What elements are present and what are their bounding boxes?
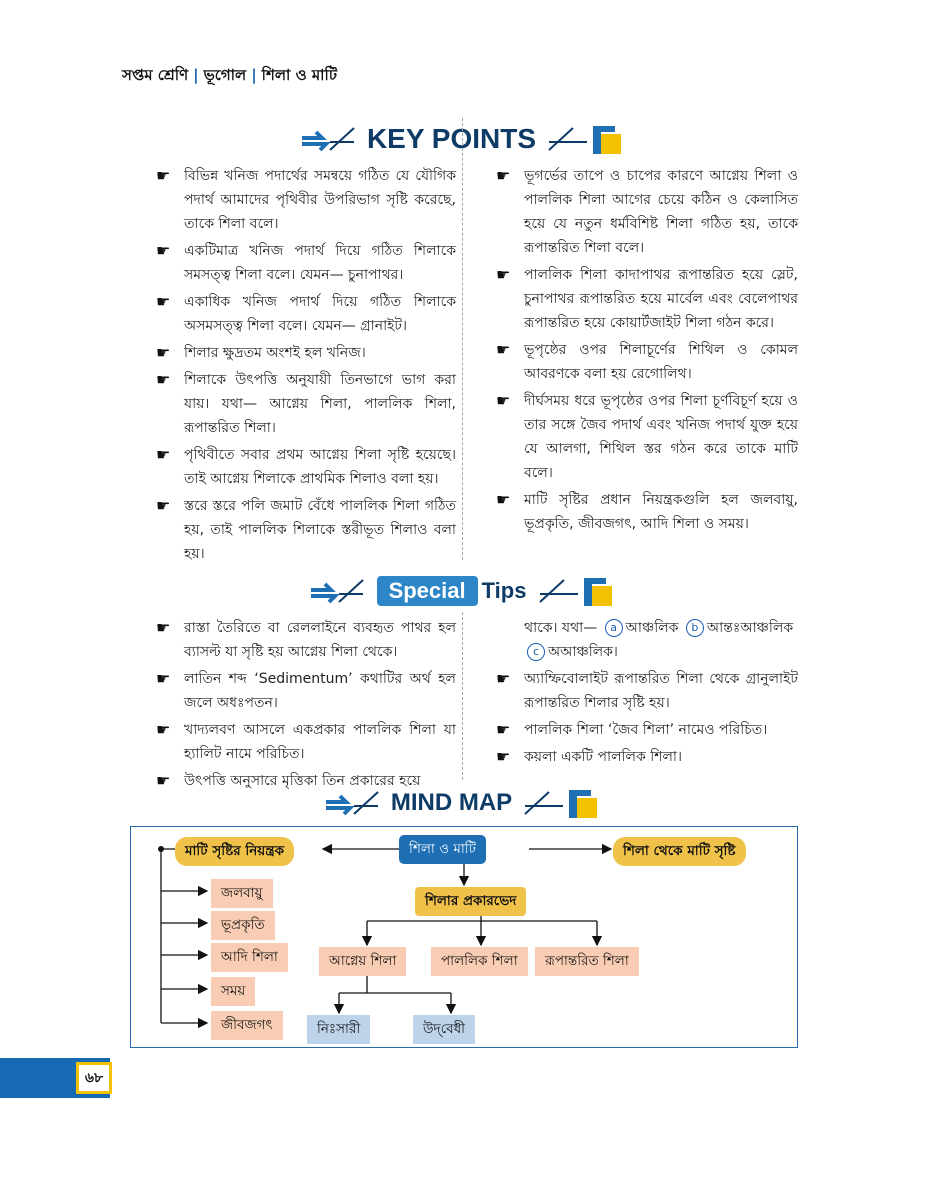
pointing-hand-icon: ☛ xyxy=(156,618,171,637)
list-item: ☛ পাললিক শিলা কাদাপাথর রূপান্তরিত হয়ে স্লেট, চুনাপাথর রূপান্তরিত হয়ে মার্বেল এবং বেলেপাথর রূপান্তরিত হয়ে কোয়ার্টজাইট শিলা গঠন করে। xyxy=(496,265,798,331)
list-item: ☛ বিভিন্ন খনিজ পদার্থের সমন্বয়ে গঠিত যে যৌগিক পদার্থ আমাদের পৃথিবীর উপরিভাগ সৃষ্টি করেছে, তাকে শিলা বলে। xyxy=(156,166,456,232)
tips-word: Tips xyxy=(481,578,527,603)
pointing-hand-icon: ☛ xyxy=(156,771,171,790)
pointing-hand-icon: ☛ xyxy=(496,747,511,766)
folder-lines-icon xyxy=(523,786,601,820)
header-separator: | xyxy=(251,66,257,84)
pointing-hand-icon: ☛ xyxy=(156,343,171,362)
control-node: জীবজগৎ xyxy=(211,1011,283,1040)
key-points-title: KEY POINTS xyxy=(366,123,537,154)
list-item: ☛ উৎপত্তি অনুসারে মৃত্তিকা তিন প্রকারের হয়ে xyxy=(156,769,456,793)
igneous-sub-node: নিঃসারী xyxy=(307,1015,370,1044)
pointing-hand-icon: ☛ xyxy=(496,340,511,359)
page-number-tab xyxy=(0,1058,110,1098)
mind-map-title: MIND MAP xyxy=(390,789,513,816)
pointing-hand-icon: ☛ xyxy=(156,241,171,260)
tips-continuation: থাকে। যথা— a আঞ্চলিক b আন্তঃআঞ্চলিক c অআঞ্চলিক। xyxy=(524,620,794,660)
list-item: ☛ রাস্তা তৈরিতে বা রেললাইনে ব্যবহৃত পাথর হল ব্যাসল্ট যা সৃষ্টি হয় আগ্নেয় শিলা থেকে। xyxy=(156,618,456,660)
special-badge: Special xyxy=(377,576,478,606)
pointing-hand-icon: ☛ xyxy=(156,496,171,515)
root-node: শিলা ও মাটি xyxy=(399,835,486,864)
special-tips-left xyxy=(156,616,456,796)
list-item: ☛ কয়লা একটি পাললিক শিলা। xyxy=(496,745,798,769)
pointing-hand-icon: ☛ xyxy=(496,490,511,509)
arrow-lines-icon xyxy=(324,788,380,818)
rock-type-node: আগ্নেয় শিলা xyxy=(319,947,406,976)
mark-c: c xyxy=(527,643,545,661)
list-item: ☛ শিলাকে উৎপত্তি অনুযায়ী তিনভাগে ভাগ করা যায়। যথা— আগ্নেয় শিলা, পাললিক শিলা, রূপান্তরিত শিলা। xyxy=(156,370,456,436)
pointing-hand-icon: ☛ xyxy=(496,265,511,284)
key-points-right xyxy=(496,164,798,539)
control-node: সময় xyxy=(211,977,255,1006)
list-item: ☛ খাদ্যলবণ আসলে একপ্রকার পাললিক শিলা যা হ্যালিট নামে পরিচিত। xyxy=(156,720,456,762)
list-item: ☛ ভূগর্ভের তাপে ও চাপের কারণে আগ্নেয় শিলা ও পাললিক শিলা আগের চেয়ে কঠিন ও কেলাসিত হয়ে যে নতুন ধর্মবিশিষ্ট শিলা গঠিত হয়, তাকে রূপান্তরিত শিলা বলে। xyxy=(496,166,798,256)
key-points-left xyxy=(156,164,456,569)
list-item: ☛ শিলার ক্ষুদ্রতম অংশই হল খনিজ। xyxy=(156,341,456,365)
rock-type-node: রূপান্তরিত শিলা xyxy=(535,947,639,976)
running-header xyxy=(122,64,337,89)
mind-map xyxy=(130,826,798,1048)
special-tips-right xyxy=(496,616,798,772)
folder-lines-icon xyxy=(538,574,616,608)
arrow-lines-icon xyxy=(309,576,365,606)
mark-a: a xyxy=(605,619,623,637)
pointing-hand-icon: ☛ xyxy=(496,720,511,739)
soil-from-rock-node: শিলা থেকে মাটি সৃষ্টি xyxy=(613,837,746,866)
list-item: ☛ একটিমাত্র খনিজ পদার্থ দিয়ে গঠিত শিলাকে সমসত্ত্ব শিলা বলে। যেমন— চুনাপাথর। xyxy=(156,241,456,283)
pointing-hand-icon: ☛ xyxy=(156,669,171,688)
control-node: জলবায়ু xyxy=(211,879,273,908)
pointing-hand-icon: ☛ xyxy=(496,166,511,185)
igneous-sub-node: উদ্‌বেধী xyxy=(413,1015,475,1044)
list-item: ☛ মাটি সৃষ্টির প্রধান নিয়ন্ত্রকগুলি হল জলবায়ু, ভূপ্রকৃতি, জীবজগৎ, আদি শিলা ও সময়। xyxy=(496,490,798,532)
arrow-lines-icon xyxy=(300,124,356,154)
list-item: ☛ ভূপৃষ্ঠের ওপর শিলাচূর্ণের শিথিল ও কোমল আবরণকে বলা হয় রেগোলিথ। xyxy=(496,340,798,382)
list-item: ☛ স্তরে স্তরে পলি জমাট বেঁধে পাললিক শিলা গঠিত হয়, তাই পাললিক শিলাকে স্তরীভূত শিলাও বলা হয়। xyxy=(156,496,456,562)
list-item: ☛ পৃথিবীতে সবার প্রথম আগ্নেয় শিলা সৃষ্টি হয়েছে। তাই আগ্নেয় শিলাকে প্রাথমিক শিলাও বলা হয়। xyxy=(156,445,456,487)
header-class: সপ্তম শ্রেণি xyxy=(122,66,189,84)
column-divider xyxy=(462,612,463,780)
folder-lines-icon xyxy=(547,122,625,156)
list-item: ☛ অ্যাম্ফিবোলাইট রূপান্তরিত শিলা থেকে গ্রানুলাইট রূপান্তরিত শিলার সৃষ্টি হয়। xyxy=(496,669,798,711)
header-separator: | xyxy=(193,66,199,84)
control-node: আদি শিলা xyxy=(211,943,288,972)
special-tips-heading xyxy=(0,574,925,608)
list-item: ☛ লাতিন শব্দ ‘Sedimentum’ কথাটির অর্থ হল জলে অধঃপতন। xyxy=(156,669,456,711)
pointing-hand-icon: ☛ xyxy=(496,391,511,410)
page-number: ৬৮ xyxy=(76,1062,112,1094)
pointing-hand-icon: ☛ xyxy=(156,292,171,311)
mark-b: b xyxy=(686,619,704,637)
list-item: ☛ দীর্ঘসময় ধরে ভূপৃষ্ঠের ওপর শিলা চূর্ণবিচূর্ণ হয়ে ও তার সঙ্গে জৈব পদার্থ এবং খনিজ পদার্থ যুক্ত হয়ে যে আলগা, শিথিল স্তর গঠন করে তাকে মাটি বলে। xyxy=(496,391,798,481)
control-node: ভূপ্রকৃতি xyxy=(211,911,275,940)
list-item: ☛ একাধিক খনিজ পদার্থ দিয়ে গঠিত শিলাকে অসমসত্ত্ব শিলা বলে। যেমন— গ্রানাইট। xyxy=(156,292,456,334)
soil-controls-node: মাটি সৃষ্টির নিয়ন্ত্রক xyxy=(175,837,294,866)
column-divider xyxy=(462,118,463,560)
header-subject: ভূগোল xyxy=(203,66,247,84)
list-item: ☛ পাললিক শিলা ‘জৈব শিলা’ নামেও পরিচিত। xyxy=(496,718,798,742)
rock-types-node: শিলার প্রকারভেদ xyxy=(415,887,526,916)
rock-type-node: পাললিক শিলা xyxy=(431,947,528,976)
pointing-hand-icon: ☛ xyxy=(156,445,171,464)
header-chapter: শিলা ও মাটি xyxy=(261,66,337,84)
pointing-hand-icon: ☛ xyxy=(156,166,171,185)
pointing-hand-icon: ☛ xyxy=(156,720,171,739)
mind-map-heading xyxy=(0,786,925,820)
pointing-hand-icon: ☛ xyxy=(156,370,171,389)
pointing-hand-icon: ☛ xyxy=(496,669,511,688)
